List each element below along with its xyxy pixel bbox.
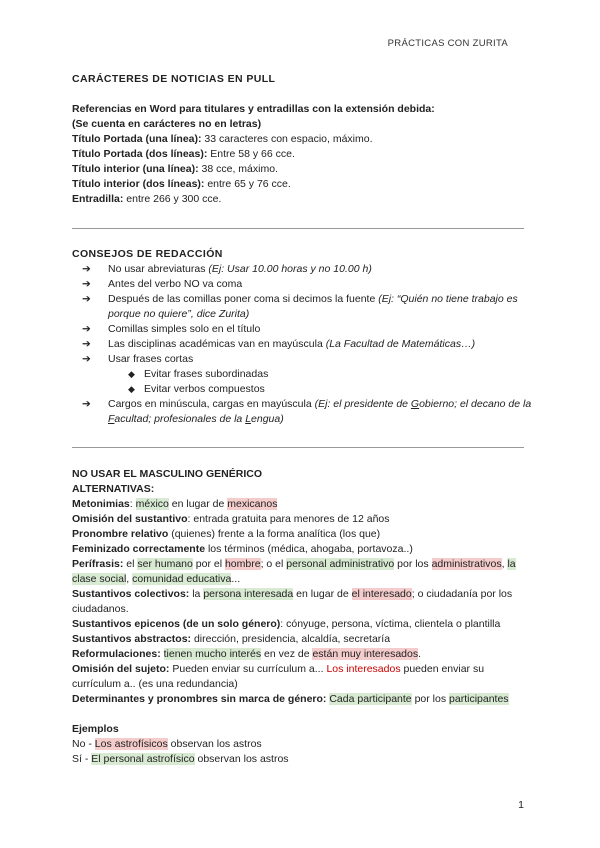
diamond-icon: ◆: [128, 384, 135, 394]
arrow-icon: ➔: [82, 323, 91, 335]
list-item: ➔ Comillas simples solo en el título: [82, 323, 261, 335]
sub-list-item: ◆ Evitar verbos compuestos: [128, 383, 265, 395]
section-title-generic: NO USAR EL MASCULINO GENÉRICO: [72, 468, 262, 480]
alt-omision-sustantivo: Omisión del sustantivo: entrada gratuita para menores de 12 años: [72, 513, 390, 525]
arrow-icon: ➔: [82, 398, 91, 410]
list-item: ➔ Antes del verbo NO va coma: [82, 278, 243, 290]
arrow-icon: ➔: [82, 293, 91, 305]
alternatives-heading: ALTERNATIVAS:: [72, 483, 155, 495]
alt-determinantes: Determinantes y pronombres sin marca de género: Cada participante por los participantes: [72, 693, 509, 705]
divider: [72, 447, 524, 448]
example-no: No - Los astrofísicos observan los astros: [72, 738, 262, 750]
section-characters: [72, 72, 532, 207]
intro-line-1: Referencias en Word para titulares y entradillas con la extensión debida:: [72, 103, 435, 115]
alt-perifrasis: Perífrasis: el ser humano por el hombre; o el personal administrativo por los administrativos, la clase social, comunidad educativa...: [72, 558, 516, 585]
alt-pronombre: Pronombre relativo (quienes) frente a la forma analítica (los que): [72, 528, 381, 540]
alt-abstractos: Sustantivos abstractos: dirección, presidencia, alcaldía, secretaría: [72, 633, 391, 645]
char-row: Entradilla: entre 266 y 300 cce.: [72, 193, 222, 205]
alt-reformulaciones: Reformulaciones: tienen mucho interés en vez de están muy interesados.: [72, 648, 422, 660]
list-item: ➔ Las disciplinas académicas van en mayúscula (La Facultad de Matemáticas…): [82, 338, 476, 350]
list-item: ➔ Después de las comillas poner coma si decimos la fuente (Ej: “Quién no tiene trabajo es porque no quiere”, dice Zurita): [82, 293, 518, 320]
alt-colectivos: Sustantivos colectivos: la persona interesada en lugar de el interesado; o ciudadanía por los ciudadanos.: [72, 588, 513, 615]
section-writing-tips: [72, 247, 532, 427]
alt-metonimias: Metonimias: méxico en lugar de mexicanos: [72, 498, 278, 510]
arrow-icon: ➔: [82, 338, 91, 350]
arrow-icon: ➔: [82, 353, 91, 365]
char-row: Título interior (una línea): 38 cce, máximo.: [72, 163, 278, 175]
page-number: 1: [518, 799, 524, 811]
section-title-characters: CARÁCTERES DE NOTICIAS EN PULL: [72, 73, 276, 85]
divider: [72, 228, 524, 229]
sub-list: [108, 367, 532, 397]
list-item: ➔ Cargos en minúscula, cargas en mayúscula (Ej: el presidente de Gobierno; el decano de la Facultad; profesionales de la Lengua): [82, 398, 532, 425]
list-item: ➔ Usar frases cortas ◆ Evitar frases subordinadas ◆ Evitar verbos compuestos: [82, 352, 532, 397]
page-header: PRÁCTICAS CON ZURITA: [387, 38, 508, 49]
char-row: Título interior (dos líneas): entre 65 y 76 cce.: [72, 178, 291, 190]
example-si: Sí - El personal astrofísico observan los astros: [72, 753, 289, 765]
diamond-icon: ◆: [128, 369, 135, 379]
arrow-icon: ➔: [82, 263, 91, 275]
section-generic-masculine: [72, 467, 532, 767]
alt-feminizado: Feminizado correctamente los términos (médica, ahogaba, portavoza..): [72, 543, 413, 555]
alt-omision-sujeto: Omisión del sujeto: Pueden enviar su currículum a... Los interesados pueden enviar su currículum a.. (es una redundancia): [72, 663, 485, 690]
sub-list-item: ◆ Evitar frases subordinadas: [128, 368, 269, 380]
char-row: Título Portada (dos líneas): Entre 58 y 66 cce.: [72, 148, 295, 160]
list-item: ➔ No usar abreviaturas (Ej: Usar 10.00 horas y no 10.00 h): [82, 263, 372, 275]
examples-heading: Ejemplos: [72, 723, 119, 735]
alt-epicenos: Sustantivos epicenos (de un solo género): cónyuge, persona, víctima, clientela o plantilla: [72, 618, 501, 630]
char-row: Título Portada (una línea): 33 caracteres con espacio, máximo.: [72, 133, 373, 145]
section-title-tips: CONSEJOS DE REDACCIÓN: [72, 248, 223, 260]
arrow-icon: ➔: [82, 278, 91, 290]
tips-list: [72, 262, 532, 427]
intro-line-2: (Se cuenta en carácteres no en letras): [72, 118, 262, 130]
